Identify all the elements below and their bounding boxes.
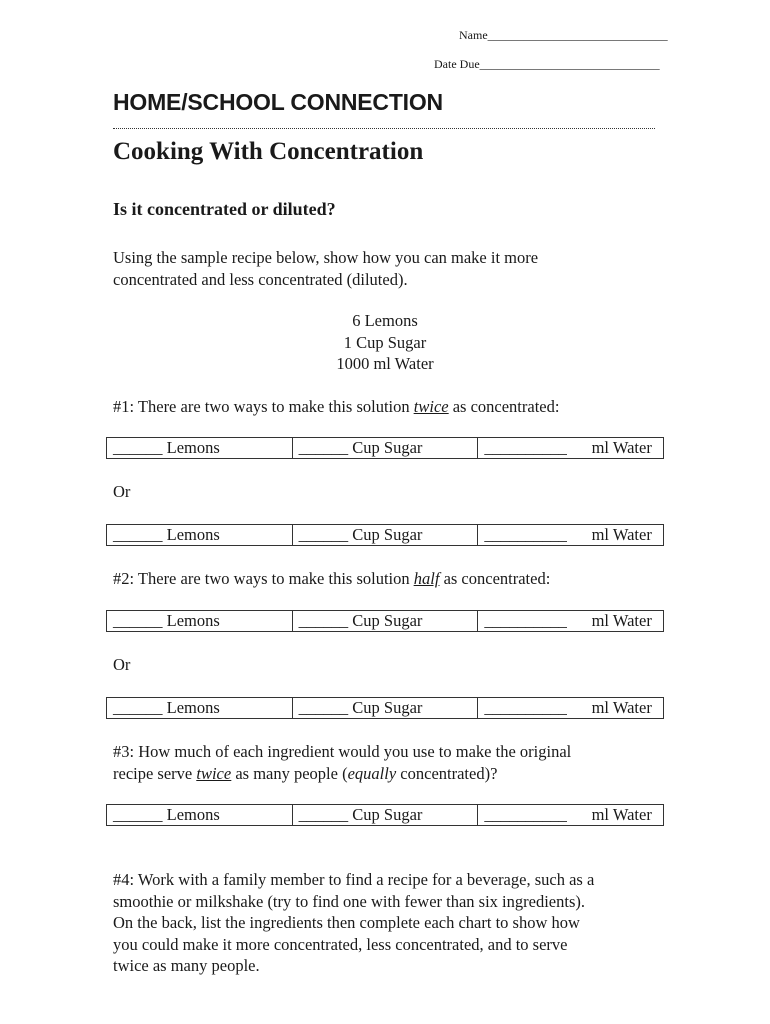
q2-text-end: as concentrated: bbox=[439, 569, 551, 588]
q1-text: #1: There are two ways to make this solution bbox=[113, 397, 414, 416]
intro-line: concentrated and less concentrated (diluted). bbox=[113, 269, 408, 289]
water-cell[interactable]: __________ ml Water bbox=[484, 438, 652, 457]
sugar-cell[interactable]: ______ Cup Sugar bbox=[293, 438, 479, 458]
q1-emphasis: twice bbox=[413, 397, 449, 416]
section-header: HOME/SCHOOL CONNECTION bbox=[113, 89, 443, 115]
answer-row-1b bbox=[106, 524, 664, 546]
intro-line: Using the sample recipe below, show how you can make it more bbox=[113, 248, 539, 267]
date-due-field[interactable]: Date Due______________________________ bbox=[434, 57, 660, 71]
dotted-divider bbox=[113, 118, 655, 129]
lemons-cell[interactable]: ______ Lemons bbox=[107, 438, 293, 458]
answer-row-2a bbox=[106, 610, 664, 632]
or-label: Or bbox=[113, 482, 131, 501]
q2-text: #2: There are two ways to make this solution bbox=[113, 569, 414, 588]
q3-text-end: concentrated)? bbox=[396, 763, 498, 783]
q3-line: #3: How much of each ingredient would you use to make the original bbox=[113, 742, 572, 761]
answer-row-2b bbox=[106, 697, 664, 719]
q3-text: recipe serve bbox=[113, 763, 197, 783]
lemons-cell[interactable]: ______ Lemons bbox=[107, 698, 293, 718]
lemons-cell[interactable]: ______ Lemons bbox=[107, 805, 293, 825]
name-field[interactable]: Name______________________________ bbox=[459, 28, 668, 42]
q3-line bbox=[113, 763, 673, 785]
question-4 bbox=[113, 869, 673, 977]
answer-row-1a bbox=[106, 437, 664, 459]
lemons-cell[interactable]: ______ Lemons bbox=[107, 611, 293, 631]
q4-line: smoothie or milkshake (try to find one with fewer than six ingredients). bbox=[113, 891, 585, 911]
q3-emphasis: twice bbox=[196, 763, 232, 783]
sugar-cell[interactable]: ______ Cup Sugar bbox=[293, 698, 479, 718]
recipe-item: 1000 ml Water bbox=[336, 354, 434, 373]
q2-emphasis: half bbox=[413, 569, 440, 588]
subtitle: Is it concentrated or diluted? bbox=[113, 199, 336, 219]
question-1 bbox=[113, 396, 673, 418]
question-2 bbox=[113, 568, 673, 590]
answer-row-3 bbox=[106, 804, 664, 826]
recipe-item: 6 Lemons bbox=[352, 311, 418, 330]
sample-recipe bbox=[113, 310, 657, 375]
q3-emphasis-2: equally bbox=[347, 763, 397, 783]
page-title: Cooking With Concentration bbox=[113, 138, 424, 165]
water-cell[interactable]: __________ ml Water bbox=[484, 805, 652, 824]
q4-line: On the back, list the ingredients then complete each chart to show how bbox=[113, 913, 580, 932]
recipe-item: 1 Cup Sugar bbox=[343, 332, 427, 352]
sugar-cell[interactable]: ______ Cup Sugar bbox=[293, 611, 479, 631]
q4-line: #4: Work with a family member to find a recipe for a beverage, such as a bbox=[113, 870, 595, 889]
intro-paragraph bbox=[113, 247, 673, 290]
question-3 bbox=[113, 741, 673, 784]
lemons-cell[interactable]: ______ Lemons bbox=[107, 525, 293, 545]
q4-line: you could make it more concentrated, less concentrated, and to serve bbox=[113, 934, 568, 954]
q3-text-mid: as many people ( bbox=[231, 763, 348, 783]
water-cell[interactable]: __________ ml Water bbox=[484, 611, 652, 630]
sugar-cell[interactable]: ______ Cup Sugar bbox=[293, 525, 479, 545]
water-cell[interactable]: __________ ml Water bbox=[484, 525, 652, 544]
q1-text-end: as concentrated: bbox=[448, 397, 560, 416]
water-cell[interactable]: __________ ml Water bbox=[484, 698, 652, 717]
sugar-cell[interactable]: ______ Cup Sugar bbox=[293, 805, 479, 825]
or-label: Or bbox=[113, 655, 131, 674]
q4-line: twice as many people. bbox=[113, 956, 260, 975]
